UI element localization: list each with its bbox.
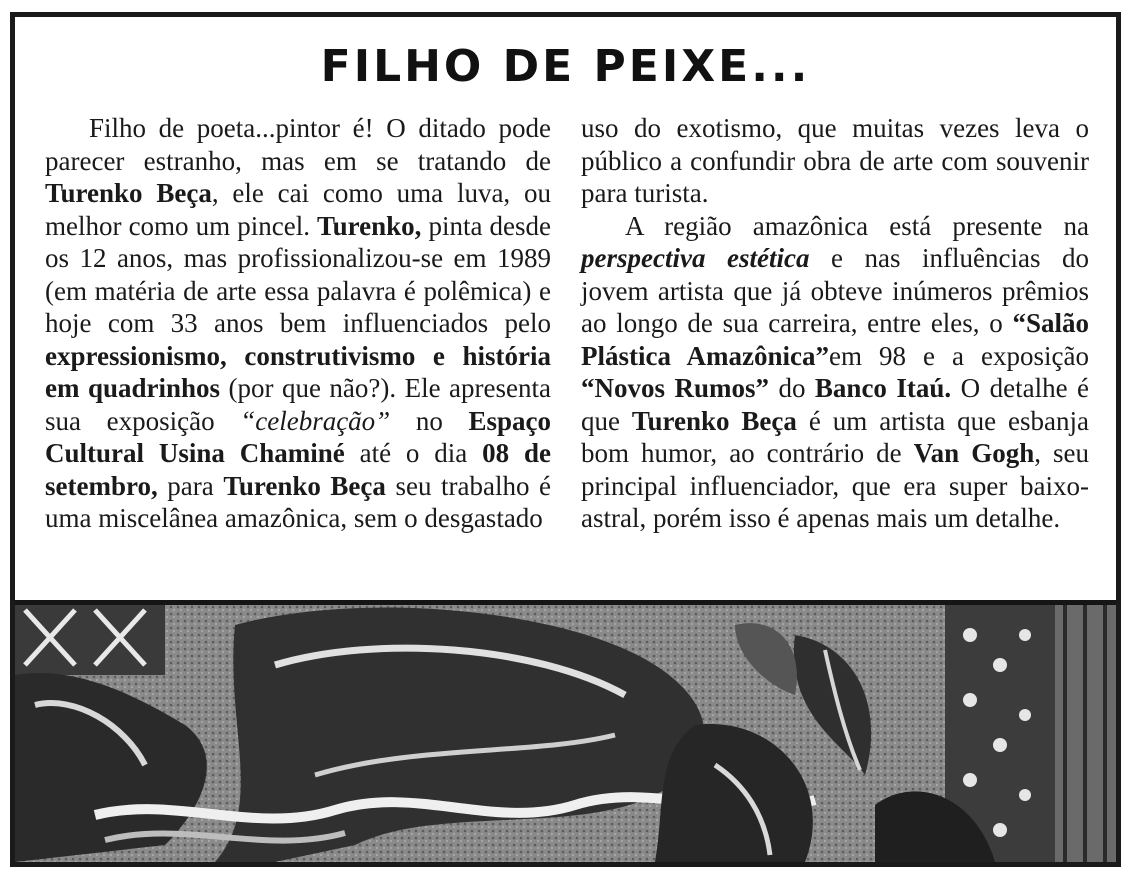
artwork-image xyxy=(15,605,1116,862)
text-run: expressionismo, construtivismo e história em quadrinhos xyxy=(45,340,551,403)
text-run: O detalhe é que xyxy=(581,373,1090,436)
paragraph-1 xyxy=(45,112,551,535)
text-run: Filho de poeta...pintor é! O ditado pode parecer estranho, mas em se tratando de xyxy=(45,113,551,176)
text-run: Turenko Beça xyxy=(45,178,212,208)
text-run: e nas influências do jovem artista que já obteve inúmeros prêmios ao longo de sua carreira, entre eles, o xyxy=(581,243,1089,338)
text-run: Banco Itaú. xyxy=(814,373,952,403)
artwork-photo xyxy=(15,600,1116,862)
text-run: Turenko, xyxy=(317,210,422,241)
text-run: perspectiva estética xyxy=(581,243,810,273)
text-run: pinta desde os 12 anos, mas profissionalizou-se em 1989 (em matéria de arte essa palavra é polêmica) e hoje com 33 anos bem influenciados pelo xyxy=(45,210,551,338)
right-column xyxy=(581,112,1089,535)
paragraph-2 xyxy=(581,210,1089,535)
text-run: Turenko Beça xyxy=(631,405,797,436)
text-run: do xyxy=(768,373,815,403)
text-run: 08 de setembro, xyxy=(45,438,551,501)
text-run: Turenko Beça xyxy=(223,470,386,501)
text-run: Van Gogh xyxy=(913,438,1035,468)
article-frame xyxy=(10,12,1121,867)
text-run: é um artista que esbanja bom humor, ao contrário de xyxy=(581,405,1089,468)
text-run: “Novos Rumos” xyxy=(581,373,769,403)
paragraph-1-continued: uso do exotismo, que muitas vezes leva o público a confundir obra de arte com souvenir para turista. xyxy=(581,113,1089,208)
text-run: “Salão Plástica Amazônica” xyxy=(581,308,1089,371)
text-run: “celebração” xyxy=(240,405,391,436)
text-run: , ele cai como uma luva, ou melhor como um pincel. xyxy=(45,178,551,241)
text-run: Espaço Cultural Usina Chaminé xyxy=(45,405,551,468)
text-run: até o dia xyxy=(344,438,483,468)
text-run: em 98 e a exposição xyxy=(829,340,1090,371)
text-run: seu trabalho é uma miscelânea amazônica, sem o desgastado xyxy=(45,470,551,533)
text-run: (por que não?). Ele apresenta sua exposição xyxy=(45,373,551,436)
text-run: , seu principal influenciador, que era super baixo-astral, porém isso é apenas mais um detalhe. xyxy=(581,438,1089,533)
left-column xyxy=(45,112,551,535)
article-title: FILHO DE PEIXE... xyxy=(320,41,811,92)
text-run: no xyxy=(390,405,469,436)
text-run: A região amazônica está presente na xyxy=(625,210,1089,241)
text-run: para xyxy=(157,470,224,501)
